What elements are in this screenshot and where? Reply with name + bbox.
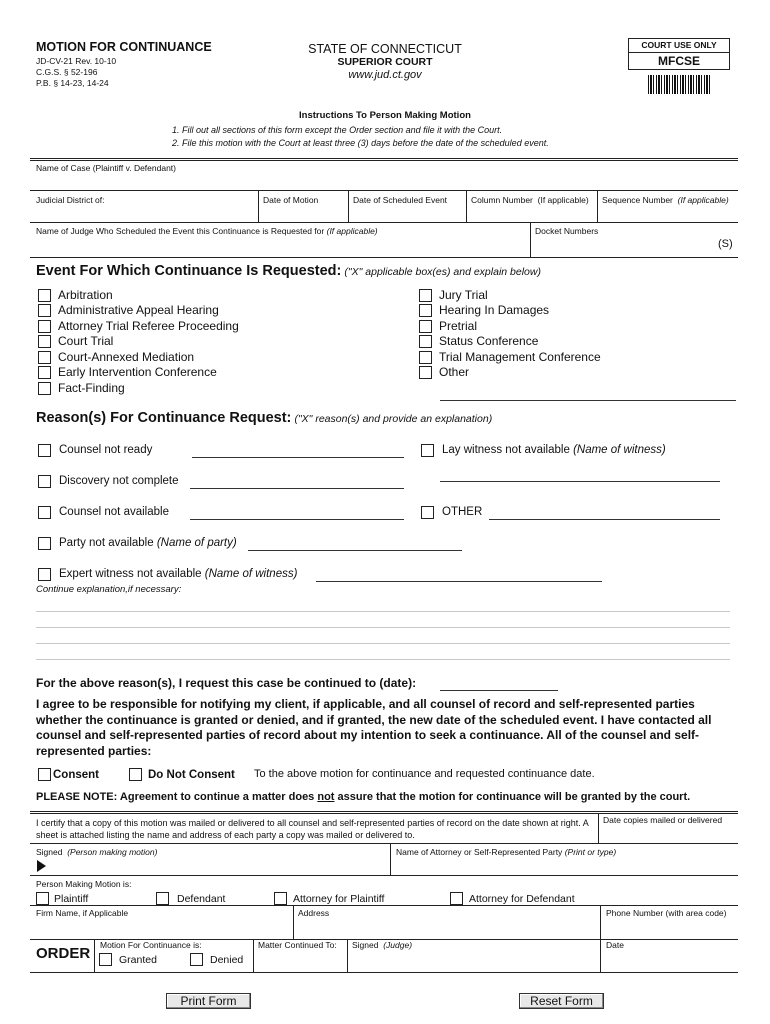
checkbox[interactable] [38, 768, 51, 781]
judicial-district-label: Judicial District of: [36, 195, 105, 205]
reason-discovery[interactable]: Discovery not complete [38, 474, 179, 488]
instructions-title: Instructions To Person Making Motion [299, 110, 471, 121]
state-name: STATE OF CONNECTICUT [308, 42, 462, 56]
checkbox[interactable] [38, 475, 51, 488]
court-use-box [628, 38, 730, 70]
role-plaintiff[interactable]: Plaintiff [36, 892, 88, 905]
address-label: Address [298, 908, 330, 918]
counsel-not-available-field[interactable] [190, 519, 404, 520]
consent-option[interactable]: Consent [38, 768, 99, 781]
order-date-label: Date [606, 940, 624, 950]
explanation-line-4[interactable] [36, 659, 730, 660]
event-trial-management[interactable]: Trial Management Conference [419, 350, 601, 364]
event-hearing-in-damages[interactable]: Hearing In Damages [419, 303, 549, 317]
event-status-conference[interactable]: Status Conference [419, 334, 538, 348]
reason-other[interactable]: OTHER [421, 505, 482, 519]
role-attorney-for-plaintiff[interactable]: Attorney for Plaintiff [274, 892, 384, 905]
checkbox[interactable] [38, 335, 51, 348]
attorney-name-label: Name of Attorney or Self-Represented Party (Print or type) [396, 847, 617, 857]
date-scheduled-event-label: Date of Scheduled Event [353, 195, 448, 205]
date-copies-label: Date copies mailed or delivered [603, 815, 723, 825]
checkbox[interactable] [419, 335, 432, 348]
docket-numbers-label: Docket Numbers [535, 226, 599, 236]
checkbox[interactable] [99, 953, 112, 966]
barcode-graphic [648, 75, 710, 94]
discovery-field[interactable] [190, 488, 404, 489]
order-granted[interactable]: Granted [99, 953, 157, 966]
checkbox[interactable] [38, 351, 51, 364]
checkbox[interactable] [36, 892, 49, 905]
other-reason-field[interactable] [489, 519, 720, 520]
reason-counsel-not-available[interactable]: Counsel not available [38, 505, 169, 519]
checkbox[interactable] [129, 768, 142, 781]
checkbox[interactable] [419, 320, 432, 333]
reset-form-button[interactable]: Reset Form [519, 993, 604, 1009]
date-of-motion-label: Date of Motion [263, 195, 319, 205]
checkbox[interactable] [38, 444, 51, 457]
lay-witness-field[interactable] [440, 481, 720, 482]
checkbox[interactable] [421, 444, 434, 457]
checkbox[interactable] [38, 304, 51, 317]
checkbox[interactable] [38, 289, 51, 302]
case-name-label: Name of Case (Plaintiff v. Defendant) [36, 163, 177, 173]
matter-continued-to-label: Matter Continued To: [258, 940, 337, 950]
court-name: SUPERIOR COURT [337, 56, 433, 68]
checkbox[interactable] [38, 366, 51, 379]
checkbox[interactable] [38, 568, 51, 581]
checkbox[interactable] [450, 892, 463, 905]
checkbox[interactable] [419, 366, 432, 379]
event-jury-trial[interactable]: Jury Trial [419, 288, 488, 302]
instruction-line-2: 2. File this motion with the Court at least three (3) days before the date of the scheduled event. [172, 138, 549, 148]
checkbox[interactable] [38, 506, 51, 519]
event-court-trial[interactable]: Court Trial [38, 334, 113, 348]
court-use-label: COURT USE ONLY [629, 39, 729, 53]
event-attorney-trial-referee[interactable]: Attorney Trial Referee Proceeding [38, 319, 239, 333]
case-name-field[interactable] [30, 174, 738, 189]
event-early-intervention[interactable]: Early Intervention Conference [38, 365, 217, 379]
checkbox[interactable] [190, 953, 203, 966]
expert-witness-field[interactable] [316, 581, 602, 582]
certification-text: I certify that a copy of this motion was mailed or delivered to all counsel and self-represented parties of record on the date shown at right. A sheet is attached listing the name and address of each party a copy was mailed or delivered to. [36, 818, 589, 840]
consent-tail-text: To the above motion for continuance and requested continuance date. [254, 768, 595, 780]
reason-expert-witness[interactable]: Expert witness not available (Name of witness) [38, 567, 297, 581]
judge-signed-label: Signed (Judge) [352, 940, 413, 950]
event-administrative-appeal-hearing[interactable]: Administrative Appeal Hearing [38, 303, 219, 317]
continued-to-date-field[interactable] [440, 690, 558, 691]
order-title: ORDER [36, 945, 91, 962]
event-fact-finding[interactable]: Fact-Finding [38, 381, 125, 395]
role-attorney-for-defendant[interactable]: Attorney for Defendant [450, 892, 575, 905]
column-number-label: Column Number (If applicable) [471, 195, 589, 205]
agreement-text: I agree to be responsible for notifying my client, if applicable, and all counsel of record and self-represented parties whether the continuance is granted or denied, and if granted, the new date of the scheduled event. I have contacted all counsel and self-represented parties of record about my intention to seek a continuance. All of the counsel and self-represented parties: [36, 697, 712, 758]
event-court-annexed-mediation[interactable]: Court-Annexed Mediation [38, 350, 194, 364]
reason-counsel-not-ready[interactable]: Counsel not ready [38, 443, 152, 457]
checkbox[interactable] [274, 892, 287, 905]
party-name-field[interactable] [248, 550, 462, 551]
checkbox[interactable] [419, 289, 432, 302]
court-use-code: MFCSE [658, 54, 700, 68]
firm-name-label: Firm Name, if Applicable [36, 908, 129, 918]
reason-party-not-available[interactable]: Party not available (Name of party) [38, 536, 237, 550]
checkbox[interactable] [38, 320, 51, 333]
event-section-heading: Event For Which Continuance Is Requested: ("X" applicable box(es) and explain below) [36, 263, 541, 279]
judge-name-label: Name of Judge Who Scheduled the Event this Continuance is Requested for (If applicable) [36, 226, 378, 236]
form-title: MOTION FOR CONTINUANCE [36, 40, 212, 54]
reason-section-heading: Reason(s) For Continuance Request: ("X" reason(s) and provide an explanation) [36, 410, 493, 426]
checkbox[interactable] [156, 892, 169, 905]
court-website: www.jud.ct.gov [348, 69, 422, 81]
sign-here-arrow-icon [37, 860, 46, 872]
checkbox[interactable] [419, 304, 432, 317]
role-defendant[interactable]: Defendant [156, 892, 225, 905]
do-not-consent-option[interactable]: Do Not Consent [129, 768, 235, 781]
checkbox[interactable] [38, 537, 51, 550]
statute-ref: C.G.S. § 52-196 [36, 67, 98, 77]
checkbox[interactable] [38, 382, 51, 395]
instruction-line-1: 1. Fill out all sections of this form except the Order section and file it with the Court. [172, 125, 503, 135]
person-making-motion-label: Person Making Motion is: [36, 879, 132, 889]
counsel-not-ready-field[interactable] [192, 457, 404, 458]
explanation-line-1[interactable] [36, 611, 730, 612]
event-pretrial[interactable]: Pretrial [419, 319, 477, 333]
continue-explanation-label: Continue explanation,if necessary: [36, 584, 182, 595]
print-form-button[interactable]: Print Form [166, 993, 251, 1009]
explanation-line-2[interactable] [36, 627, 730, 628]
checkbox[interactable] [419, 351, 432, 364]
motion-is-label: Motion For Continuance is: [100, 940, 202, 950]
order-denied[interactable]: Denied [190, 953, 243, 966]
sequence-number-label: Sequence Number (If applicable) [602, 195, 729, 205]
checkbox[interactable] [421, 506, 434, 519]
event-arbitration[interactable]: Arbitration [38, 288, 113, 302]
phone-number-label: Phone Number (with area code) [606, 908, 727, 918]
signed-label: Signed (Person making motion) [36, 847, 158, 857]
docket-suffix: (S) [718, 238, 733, 250]
form-number: JD-CV-21 Rev. 10-10 [36, 56, 117, 66]
reason-lay-witness[interactable]: Lay witness not available (Name of witness) [421, 443, 666, 457]
practice-book-ref: P.B. § 14-23, 14-24 [36, 78, 109, 88]
event-other[interactable]: Other [419, 365, 469, 379]
please-note-text: PLEASE NOTE: Agreement to continue a matter does not assure that the motion for continuance will be granted by the court. [36, 791, 691, 803]
event-other-field[interactable] [440, 400, 736, 401]
explanation-line-3[interactable] [36, 643, 730, 644]
continued-to-label: For the above reason(s), I request this case be continued to (date): [36, 676, 417, 690]
